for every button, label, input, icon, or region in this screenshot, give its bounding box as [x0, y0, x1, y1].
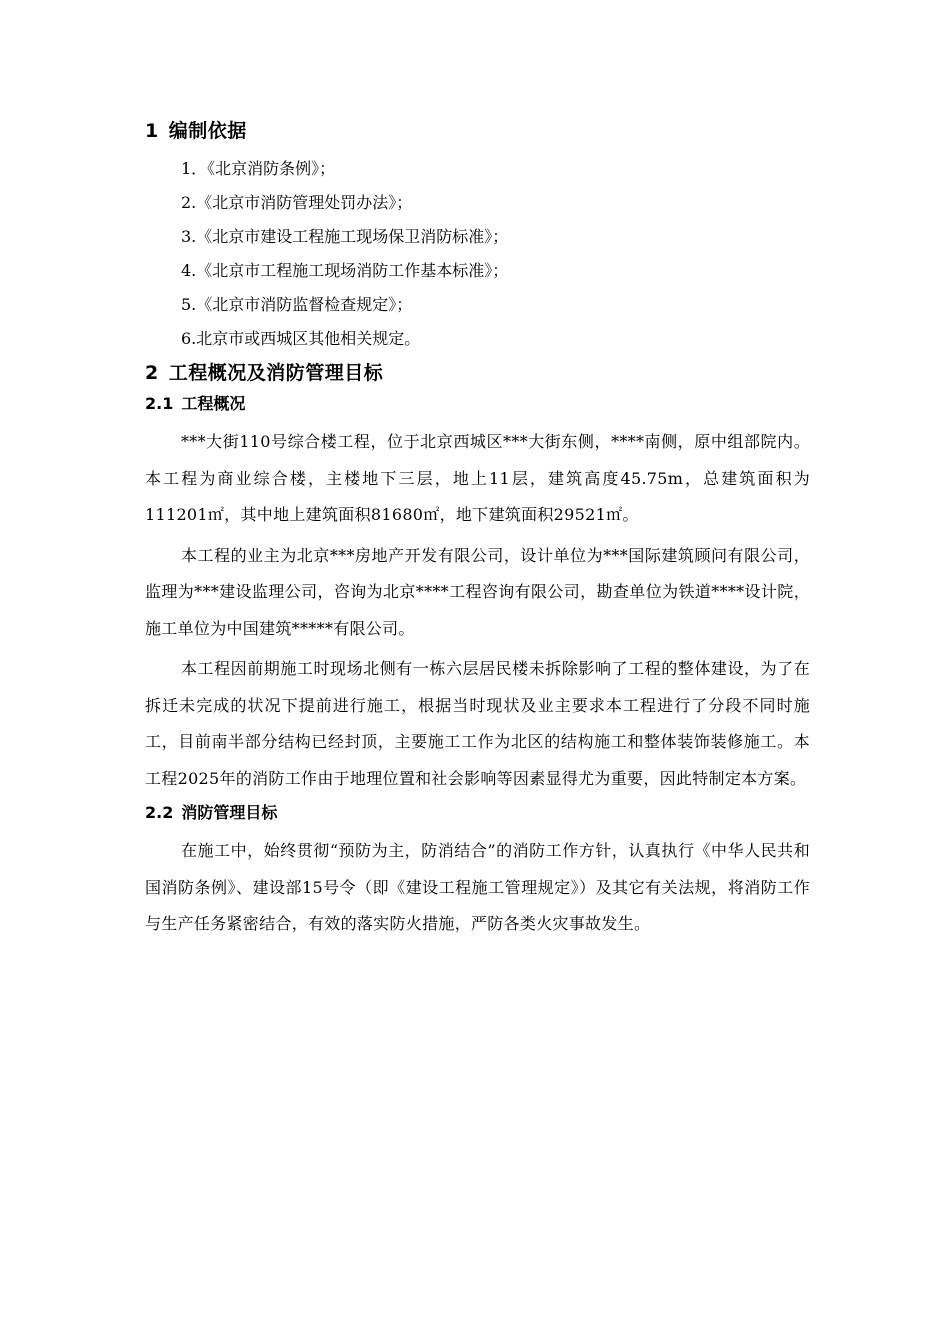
section-2-heading: [145, 360, 810, 386]
subsection-2-1-title: 工程概况: [181, 394, 246, 413]
project-background-paragraph: 本工程因前期施工时现场北侧有一栋六层居民楼未拆除影响了工程的整体建设，为了在拆迁未完成的状况下提前进行施工，根据当时现状及业主要求本工程进行了分段不同时施工，目前南半部分结构已经封顶，主要施工工作为北区的结构施工和整体装饰装修施工。本工程2025年的消防工作由于地理位置和社会影响等因素显得尤为重要，因此特制定本方案。: [145, 659, 810, 788]
reference-item: 2.《北京市消防管理处罚办法》；: [181, 193, 413, 212]
fire-management-goal-paragraph: 在施工中，始终贯彻“预防为主，防消结合”的消防工作方针，认真执行《中华人民共和国消防条例》、建设部15号令（即《建设工程施工管理规定》）及其它有关法规，将消防工作与生产任务紧密结合，有效的落实防火措施，严防各类火灾事故发生。: [145, 841, 810, 933]
section-2-title: 工程概况及消防管理目标: [168, 362, 384, 384]
section-2-number: 2: [145, 362, 159, 384]
subsection-2-2-heading: [145, 801, 810, 825]
reference-item: 6.北京市或西城区其他相关规定。: [181, 329, 421, 348]
subsection-2-2-title: 消防管理目标: [181, 803, 278, 822]
project-overview-paragraph: ***大街110号综合楼工程，位于北京西城区***大街东侧，****南侧，原中组部院内。本工程为商业综合楼，主楼地下三层，地上11层，建筑高度45.75m，总建筑面积为111201㎡，其中地上建筑面积81680㎡，地下建筑面积29521㎡。: [145, 432, 810, 524]
document-content: [145, 118, 810, 943]
reference-item: 3.《北京市建设工程施工现场保卫消防标准》；: [181, 227, 509, 246]
project-parties-paragraph: 本工程的业主为北京***房地产开发有限公司，设计单位为***国际建筑顾问有限公司，监理为***建设监理公司，咨询为北京****工程咨询有限公司，勘查单位为铁道****设计院，施工单位为中国建筑*****有限公司。: [145, 545, 810, 638]
reference-item: 5.《北京市消防监督检查规定》；: [181, 295, 413, 314]
reference-list: [145, 152, 810, 356]
section-1-heading: [145, 118, 810, 144]
section-1-title: 编制依据: [168, 120, 247, 142]
subsection-2-2-number: 2.2: [145, 803, 174, 822]
section-1-number: 1: [145, 120, 159, 142]
subsection-2-1-number: 2.1: [145, 394, 174, 413]
reference-item: 1．《北京消防条例》；: [181, 159, 336, 178]
reference-item: 4.《北京市工程施工现场消防工作基本标准》；: [181, 261, 509, 280]
subsection-2-1-heading: [145, 392, 810, 416]
